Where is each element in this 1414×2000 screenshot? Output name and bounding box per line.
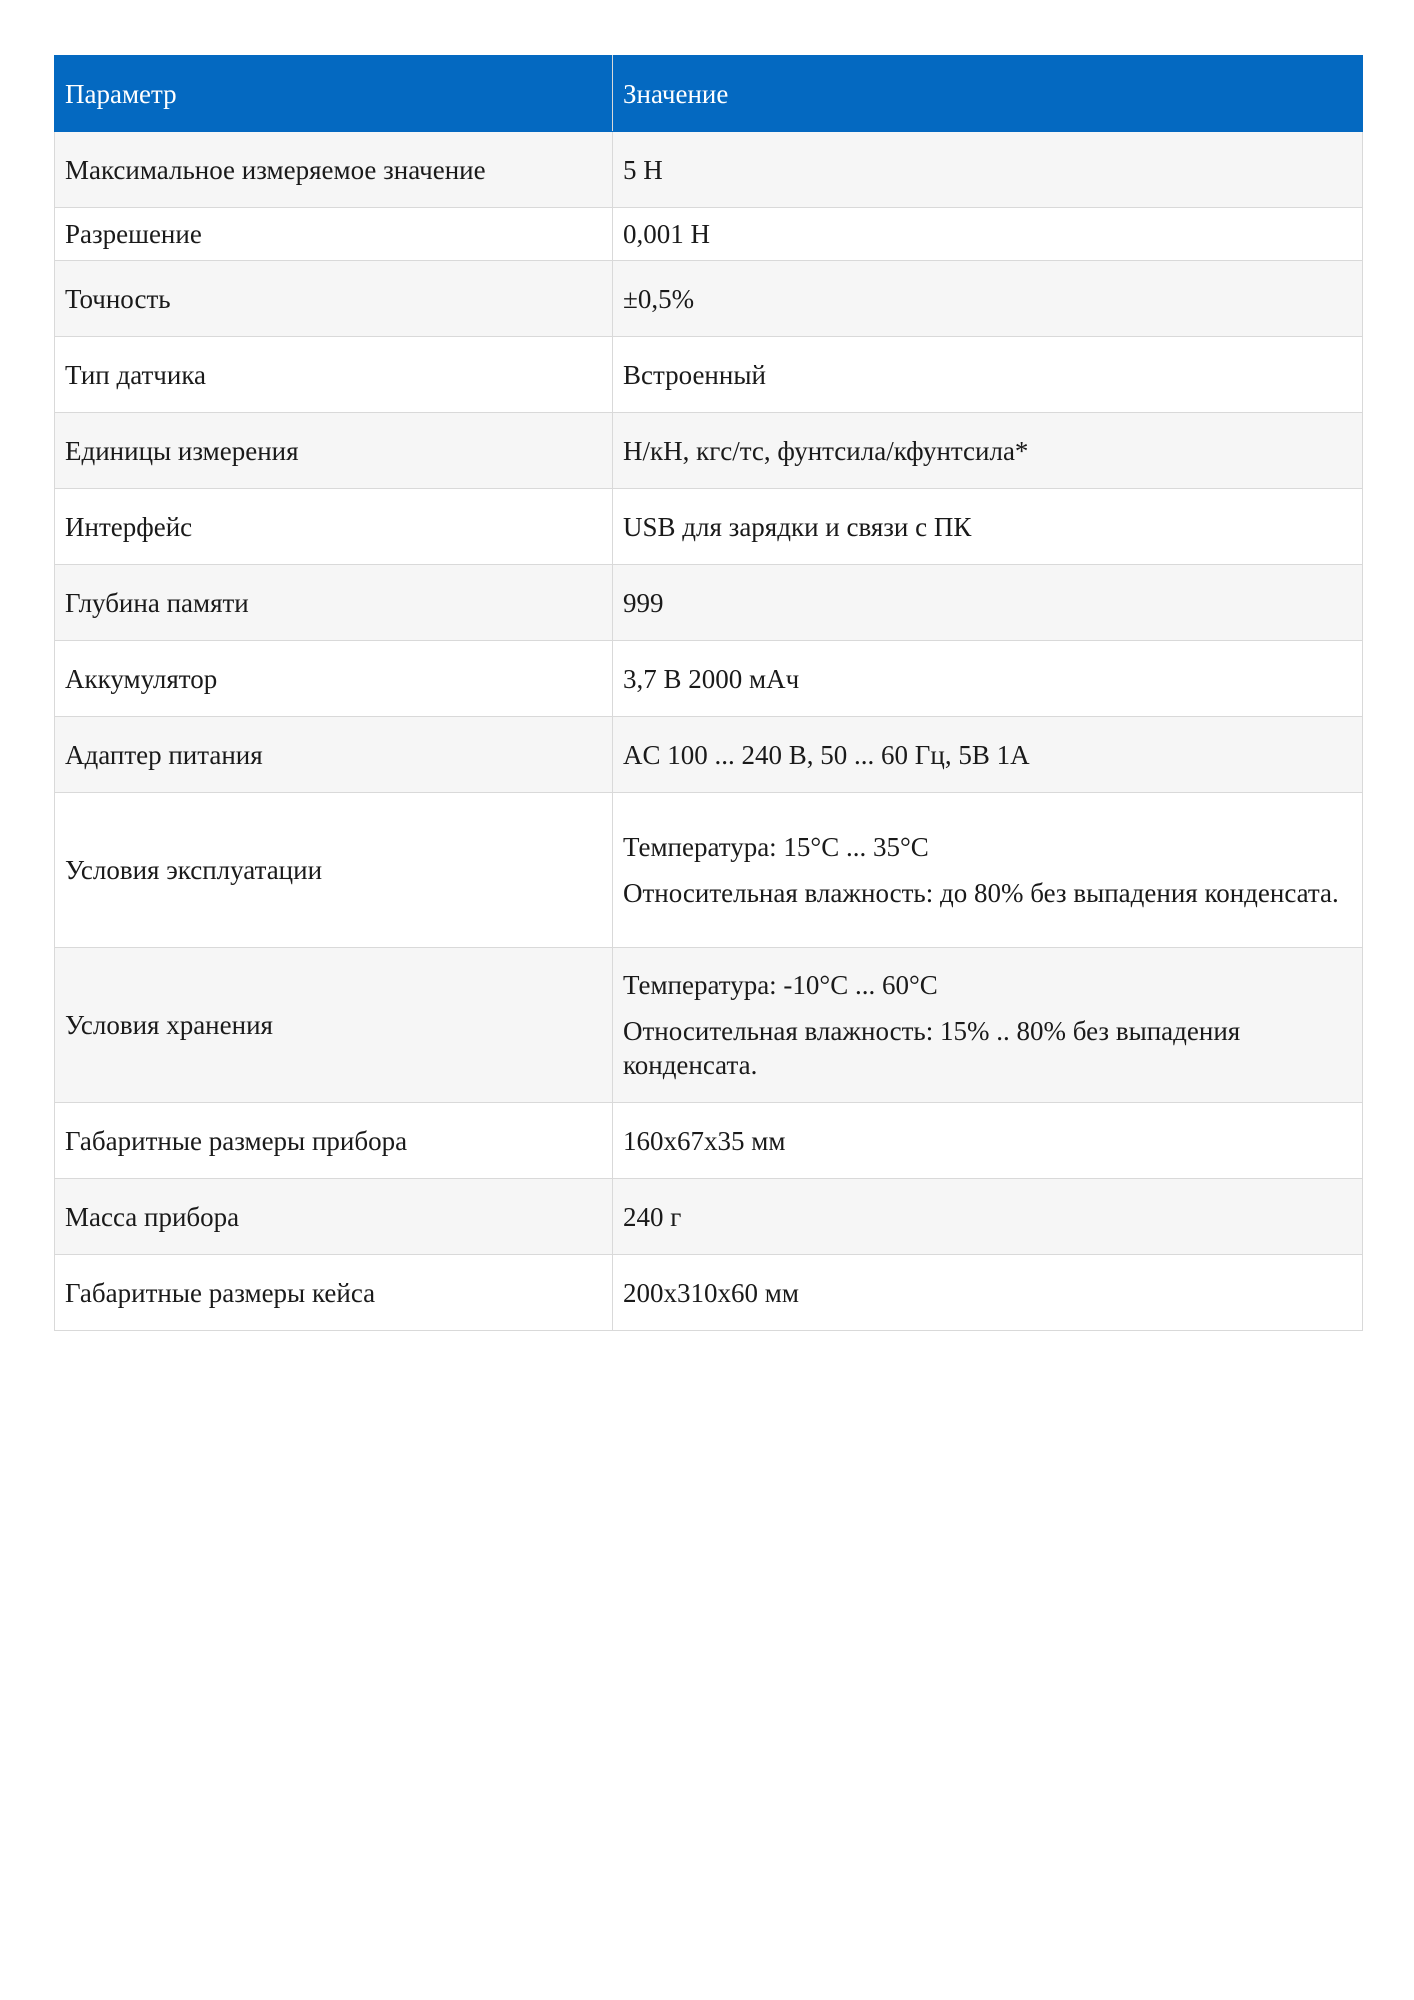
param-cell: Единицы измерения	[55, 413, 613, 489]
value-line: Температура: -10°C ... 60°C	[623, 970, 938, 1000]
table-body	[55, 132, 1363, 1331]
table-row	[55, 641, 1363, 717]
table-row	[55, 261, 1363, 337]
value-cell	[613, 565, 1363, 641]
value-line: USB для зарядки и связи с ПК	[623, 511, 972, 542]
value-line: ±0,5%	[623, 283, 695, 314]
value-cell	[613, 132, 1363, 208]
table-row	[55, 413, 1363, 489]
param-cell: Аккумулятор	[55, 641, 613, 717]
param-cell: Адаптер питания	[55, 717, 613, 793]
param-cell: Габаритные размеры кейса	[55, 1255, 613, 1331]
value-cell	[613, 1179, 1363, 1255]
table-row	[55, 1179, 1363, 1255]
param-cell: Тип датчика	[55, 337, 613, 413]
table-row	[55, 948, 1363, 1103]
value-cell	[613, 413, 1363, 489]
value-line: 999	[623, 587, 664, 618]
table-header	[55, 56, 1363, 132]
value-line: Н/кН, кгс/тс, фунтсила/кфунтсила*	[623, 435, 1029, 466]
table-row	[55, 132, 1363, 208]
table-row	[55, 1103, 1363, 1179]
param-cell: Разрешение	[55, 208, 613, 261]
table-row	[55, 793, 1363, 948]
table-row	[55, 337, 1363, 413]
value-line: Встроенный	[623, 359, 766, 390]
specifications-table	[54, 55, 1363, 1331]
param-cell: Глубина памяти	[55, 565, 613, 641]
value-cell	[613, 717, 1363, 793]
value-cell	[613, 948, 1363, 1103]
param-cell: Габаритные размеры прибора	[55, 1103, 613, 1179]
value-line: 5 Н	[623, 154, 663, 185]
value-line: 240 г	[623, 1201, 682, 1232]
value-cell	[613, 489, 1363, 565]
table-row	[55, 208, 1363, 261]
value-cell	[613, 1255, 1363, 1331]
param-cell: Точность	[55, 261, 613, 337]
header-row	[55, 56, 1363, 132]
value-line: Относительная влажность: до 80% без выпадения конденсата.	[623, 878, 1339, 908]
param-cell: Максимальное измеряемое значение	[55, 132, 613, 208]
value-cell	[613, 793, 1363, 948]
value-line: 0,001 Н	[623, 219, 710, 249]
table-row	[55, 489, 1363, 565]
param-cell: Условия эксплуатации	[55, 793, 613, 948]
param-cell: Условия хранения	[55, 948, 613, 1103]
table-row	[55, 717, 1363, 793]
value-line: 3,7 В 2000 мАч	[623, 663, 800, 694]
value-cell	[613, 208, 1363, 261]
value-cell	[613, 641, 1363, 717]
value-line: AC 100 ... 240 В, 50 ... 60 Гц, 5В 1А	[623, 739, 1030, 770]
header-value: Значение	[613, 56, 1363, 132]
param-cell: Масса прибора	[55, 1179, 613, 1255]
value-cell	[613, 337, 1363, 413]
value-line: 200х310х60 мм	[623, 1277, 799, 1308]
value-line: Относительная влажность: 15% .. 80% без выпадения конденсата.	[623, 1016, 1241, 1080]
value-line: Температура: 15°C ... 35°C	[623, 832, 929, 862]
table-row	[55, 1255, 1363, 1331]
table-row	[55, 565, 1363, 641]
value-line: 160х67х35 мм	[623, 1125, 786, 1156]
header-parameter: Параметр	[55, 56, 613, 132]
value-cell	[613, 1103, 1363, 1179]
param-cell: Интерфейс	[55, 489, 613, 565]
value-cell	[613, 261, 1363, 337]
